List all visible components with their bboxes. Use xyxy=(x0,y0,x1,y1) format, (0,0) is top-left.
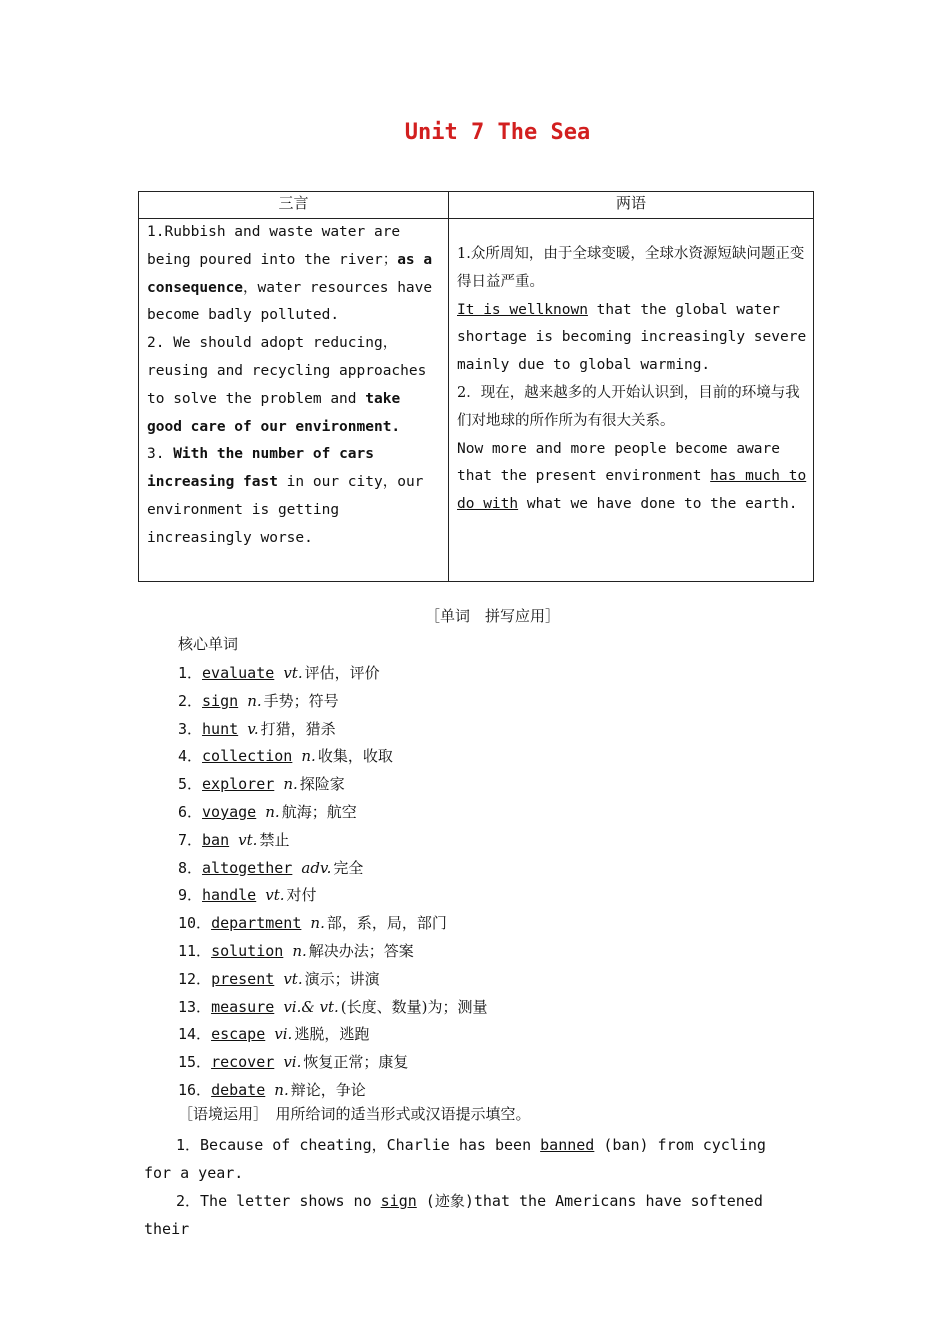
phrase-table xyxy=(138,191,814,582)
word-pos: n. xyxy=(301,747,316,766)
word-item xyxy=(178,1021,487,1049)
core-word-list xyxy=(178,660,487,1105)
word-meaning: 评估，评价 xyxy=(304,664,380,682)
word-number: 11． xyxy=(178,941,212,960)
word-text: collection xyxy=(202,747,293,766)
word-meaning: (长度、数量)为；测量 xyxy=(340,997,488,1016)
table-cell-left xyxy=(139,219,449,582)
word-pos: vi. xyxy=(274,1025,293,1044)
word-pos: n. xyxy=(265,802,280,821)
left-sentence-2: 2. We should adopt reducing，reusing and recycling approaches to solve the problem and take good care of our environment. xyxy=(147,335,427,435)
word-number: 6． xyxy=(178,802,203,821)
left-sentence-3: 3. With the number of cars increasing fast in our city，our environment is getting increasingly worse. xyxy=(147,446,424,546)
word-item xyxy=(178,771,487,799)
word-pos: adv. xyxy=(301,858,332,877)
word-item xyxy=(178,660,487,688)
word-text: altogether xyxy=(202,858,293,877)
word-meaning: 演示；讲演 xyxy=(304,969,380,988)
word-meaning: 禁止 xyxy=(259,830,290,849)
right-sentence-1-cn: 1.众所周知，由于全球变暖，全球水资源短缺问题正变得日益严重。 xyxy=(457,246,805,290)
word-number: 9． xyxy=(178,886,203,905)
word-text: handle xyxy=(202,886,257,905)
word-meaning: 收集，收取 xyxy=(317,747,393,766)
table-header-left: 三言 xyxy=(139,192,449,219)
word-pos: n. xyxy=(292,941,307,960)
right-sentence-2-en: Now more and more people become aware that the present environment has much to do with what we have done to the earth. xyxy=(457,440,807,513)
word-number: 4． xyxy=(178,747,203,766)
table-cell-right xyxy=(449,219,814,582)
exercise-1: 1．Because of cheating，Charlie has been banned (ban) from cycling for a year. xyxy=(144,1136,766,1182)
word-text: evaluate xyxy=(202,664,275,682)
word-item xyxy=(178,1049,487,1077)
word-meaning: 逃脱，逃跑 xyxy=(294,1025,370,1044)
word-pos: vi. xyxy=(283,1053,302,1072)
word-pos: vi.& vt. xyxy=(283,997,339,1016)
context-exercise-title: ［语境运用］ 用所给词的适当形式或汉语提示填空。 xyxy=(178,1105,531,1123)
word-text: hunt xyxy=(202,719,239,738)
word-text: recover xyxy=(211,1053,275,1072)
word-meaning: 手势；符号 xyxy=(263,691,339,710)
word-text: sign xyxy=(202,691,239,710)
word-number: 2． xyxy=(178,691,203,710)
word-item xyxy=(178,743,487,771)
word-number: 3． xyxy=(178,719,203,738)
word-item xyxy=(178,855,487,883)
word-text: solution xyxy=(211,941,284,960)
core-words-title: 核心单词 xyxy=(178,635,239,653)
word-number: 7． xyxy=(178,830,203,849)
exercise-2: 2．The letter shows no sign (迹象)that the Americans have softened their xyxy=(144,1192,763,1238)
word-number: 5． xyxy=(178,775,203,794)
right-sentence-2-cn: 2．现在，越来越多的人开始认识到，目前的环境与我们对地球的所作所为有很大关系。 xyxy=(457,384,800,429)
left-sentence-1: 1.Rubbish and waste water are being poured into the river；as a consequence，water resources have become badly polluted. xyxy=(147,224,433,324)
right-sentence-1-en: It is wellknown that the global water shortage is becoming increasingly severe mainly due to global warming. xyxy=(457,301,807,374)
word-number: 12． xyxy=(178,969,212,988)
word-meaning: 探险家 xyxy=(299,775,345,794)
word-text: explorer xyxy=(202,775,275,794)
word-item xyxy=(178,994,487,1022)
word-pos: n. xyxy=(274,1080,289,1099)
word-text: measure xyxy=(211,997,275,1016)
table-header-right: 两语 xyxy=(449,192,814,219)
word-number: 14． xyxy=(178,1025,212,1044)
word-item xyxy=(178,799,487,827)
word-meaning: 辩论，争论 xyxy=(290,1080,366,1099)
word-meaning: 航海；航空 xyxy=(281,802,357,821)
word-text: present xyxy=(211,969,275,988)
section-heading: ［单词 拼写应用］ xyxy=(424,607,560,625)
word-item xyxy=(178,827,487,855)
word-text: debate xyxy=(211,1080,266,1099)
word-item xyxy=(178,938,487,966)
word-number: 10． xyxy=(178,914,212,933)
word-meaning: 完全 xyxy=(333,858,364,877)
word-meaning: 部，系，局，部门 xyxy=(326,914,447,933)
word-number: 1． xyxy=(178,664,203,682)
word-text: ban xyxy=(202,830,230,849)
word-text: escape xyxy=(211,1025,266,1044)
word-number: 15． xyxy=(178,1053,212,1072)
word-number: 16． xyxy=(178,1080,212,1099)
word-item xyxy=(178,966,487,994)
word-meaning: 恢复正常；康复 xyxy=(303,1053,409,1072)
word-item xyxy=(178,688,487,716)
word-item xyxy=(178,910,487,938)
word-item xyxy=(178,882,487,910)
word-pos: vt. xyxy=(283,969,303,988)
word-meaning: 对付 xyxy=(286,886,317,905)
word-item xyxy=(178,716,487,744)
word-pos: vt. xyxy=(283,664,303,682)
word-pos: n. xyxy=(247,691,262,710)
word-number: 13． xyxy=(178,997,212,1016)
word-meaning: 解决办法；答案 xyxy=(308,941,414,960)
word-pos: v. xyxy=(247,719,259,738)
word-meaning: 打猎，猎杀 xyxy=(260,719,336,738)
word-text: department xyxy=(211,914,302,933)
page-title: Unit 7 The Sea xyxy=(404,120,591,145)
word-pos: vt. xyxy=(238,830,258,849)
word-pos: n. xyxy=(310,914,325,933)
word-text: voyage xyxy=(202,802,257,821)
word-number: 8． xyxy=(178,858,203,877)
word-pos: vt. xyxy=(265,886,285,905)
word-item xyxy=(178,1077,487,1105)
word-pos: n. xyxy=(283,775,298,794)
